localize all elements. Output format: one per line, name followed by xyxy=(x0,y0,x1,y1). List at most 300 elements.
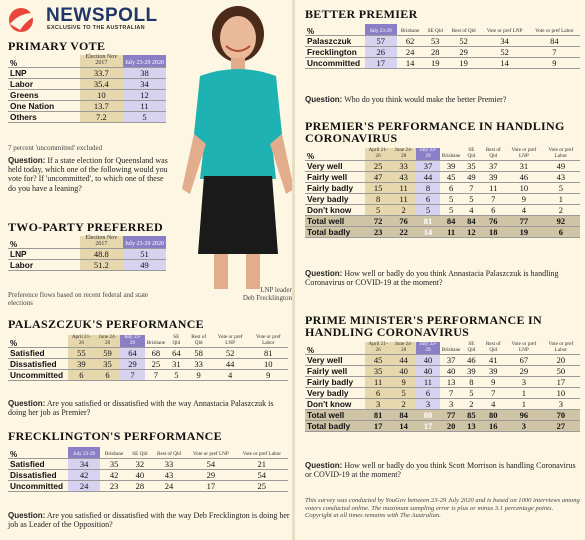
table-row xyxy=(305,376,580,387)
logo-brand: NEWSPOLL xyxy=(46,5,158,26)
table-cell: 10 xyxy=(506,182,542,193)
table-cell: 5 xyxy=(440,204,462,215)
table-cell: 25 xyxy=(145,358,167,369)
table-cell: 39 xyxy=(480,365,506,376)
col-header: Vote or pref LNP xyxy=(481,24,529,35)
table-row xyxy=(8,480,288,491)
table-cell: 34 xyxy=(481,35,529,46)
table-cell: 11 xyxy=(416,376,440,387)
table-cell: 70 xyxy=(542,409,580,420)
pct-header: % xyxy=(8,55,80,67)
table-cell: 7 xyxy=(440,387,462,398)
col-header: SE Qld xyxy=(167,335,185,347)
column-divider xyxy=(292,0,295,540)
premier-corona-title: PREMIER'S PERFORMANCE IN HANDLING CORONAVIRUS xyxy=(305,119,565,145)
row-label: Satisfied xyxy=(8,347,68,358)
table-cell: 1 xyxy=(542,193,580,204)
row-label: Fairly badly xyxy=(305,182,365,193)
table-cell: 19 xyxy=(424,57,447,68)
table-cell: 28 xyxy=(424,46,447,57)
table-cell: 32 xyxy=(128,458,152,469)
table-cell: 52 xyxy=(212,347,249,358)
table-row xyxy=(8,458,288,469)
table-cell: 47 xyxy=(365,171,391,182)
table-cell: 7 xyxy=(462,182,480,193)
table-cell: 40 xyxy=(416,365,440,376)
table-cell: 6 xyxy=(480,204,506,215)
table-cell: 9 xyxy=(529,57,580,68)
table-cell: 6 xyxy=(416,387,440,398)
table-cell: 24 xyxy=(68,480,100,491)
table-row: Greens 10 12 xyxy=(8,89,166,100)
table-cell: 45 xyxy=(440,171,462,182)
pm-corona-table xyxy=(305,342,580,432)
table-cell: 10 xyxy=(249,358,288,369)
row-label: Very well xyxy=(305,354,365,365)
table-row xyxy=(305,57,580,68)
pm-corona-title: PRIME MINISTER'S PERFORMANCE IN HANDLING CORONAVIRUS xyxy=(305,313,542,339)
pm-corona-question: Question: How well or badly do you think Scott Morrison is handling Coronavirus or COVID-19 at the moment? xyxy=(305,461,576,480)
table-cell: 50 xyxy=(542,365,580,376)
table-cell: 15 xyxy=(365,182,391,193)
table-cell: 3 xyxy=(506,376,542,387)
table-cell: 43 xyxy=(152,469,187,480)
logo-tagline: EXCLUSIVE TO THE AUSTRALIAN xyxy=(47,25,145,31)
table-cell: 8 xyxy=(416,182,440,193)
table-cell: 96 xyxy=(506,409,542,420)
table-cell: 58 xyxy=(186,347,212,358)
table-cell: 29 xyxy=(186,469,235,480)
table-cell: 39 xyxy=(480,171,506,182)
table-row xyxy=(8,347,288,358)
row-label: Total badly xyxy=(305,226,365,237)
table-cell: 46 xyxy=(506,171,542,182)
primary-vote-title: PRIMARY VOTE xyxy=(8,39,106,53)
table-cell: 81 xyxy=(249,347,288,358)
table-cell: 26 xyxy=(365,46,397,57)
row-label: Dissatisfied xyxy=(8,358,68,369)
table-cell: 9 xyxy=(506,193,542,204)
table-cell: 14 xyxy=(391,420,416,431)
table-cell: 5 xyxy=(440,193,462,204)
col-header: Vote or pref LNP xyxy=(212,335,249,347)
table-cell: 64 xyxy=(120,347,145,358)
table-cell: 39 xyxy=(68,358,95,369)
table-cell: 4 xyxy=(506,204,542,215)
table-row xyxy=(305,204,580,215)
table-cell: 35 xyxy=(95,358,120,369)
row-label: Satisfied xyxy=(8,458,68,469)
table-row xyxy=(305,171,580,182)
table-cell: 29 xyxy=(447,46,481,57)
table-cell: 6 xyxy=(95,369,120,380)
table-cell: 1 xyxy=(506,398,542,409)
table-cell: 84 xyxy=(391,409,416,420)
frecklington-perf-table xyxy=(8,447,288,492)
table-cell: 40 xyxy=(391,365,416,376)
table-cell: 14 xyxy=(481,57,529,68)
table-cell: 13 xyxy=(462,420,480,431)
col-header: Brisbane xyxy=(440,342,462,354)
table-cell: 19 xyxy=(506,226,542,237)
pct-header: % xyxy=(8,335,68,347)
table-row: Others 7.2 5 xyxy=(8,111,166,122)
table-cell: 84 xyxy=(440,215,462,226)
table-cell: 3 xyxy=(542,398,580,409)
row-label: Fairly well xyxy=(305,171,365,182)
col-header: Vote or pref Labor xyxy=(236,447,289,458)
table-row xyxy=(8,469,288,480)
table-cell: 77 xyxy=(440,409,462,420)
table-cell: 2 xyxy=(391,204,416,215)
table-row: LNP 33.7 38 xyxy=(8,67,166,78)
table-cell: 23 xyxy=(100,480,128,491)
two-party-title: TWO-PARTY PREFERRED xyxy=(8,220,163,234)
palaszczuk-perf-title: PALASZCZUK'S PERFORMANCE xyxy=(8,317,204,331)
newspoll-logo-icon xyxy=(8,6,42,34)
table-cell: 11 xyxy=(391,182,416,193)
table-cell: 2 xyxy=(391,398,416,409)
table-cell: 35 xyxy=(462,160,480,171)
table-row xyxy=(305,354,580,365)
col-header: Rest of Qld xyxy=(186,335,212,347)
col-header: Vote or pref Labor xyxy=(542,342,580,354)
table-cell: 92 xyxy=(542,215,580,226)
col-header: June 24-28 xyxy=(391,342,416,354)
row-label: Fairly well xyxy=(305,365,365,376)
row-label: Total badly xyxy=(305,420,365,431)
col-header: July 23-29 xyxy=(68,447,100,458)
row-label: Dissatisfied xyxy=(8,469,68,480)
col-header: April 21-26 xyxy=(365,342,391,354)
col-header: Brisbane xyxy=(100,447,128,458)
col-header: Vote or pref LNP xyxy=(506,148,542,160)
table-cell: 5 xyxy=(391,387,416,398)
table-cell: 23 xyxy=(365,226,391,237)
row-label: Uncommitted xyxy=(8,369,68,380)
col-header: SE Qld xyxy=(462,148,480,160)
table-cell: 39 xyxy=(462,365,480,376)
pct-header: % xyxy=(8,447,68,458)
table-row xyxy=(305,365,580,376)
table-cell: 44 xyxy=(212,358,249,369)
table-cell: 85 xyxy=(462,409,480,420)
table-cell: 5 xyxy=(462,193,480,204)
table-row xyxy=(305,46,580,57)
row-label: Total well xyxy=(305,215,365,226)
table-cell: 33 xyxy=(186,358,212,369)
table-cell: 40 xyxy=(440,365,462,376)
table-cell: 76 xyxy=(391,215,416,226)
col-recent: July 23-29 2020 xyxy=(123,236,166,248)
col-header: Rest of Qld xyxy=(447,24,481,35)
table-cell: 5 xyxy=(365,204,391,215)
col-header: Rest of Qld xyxy=(152,447,187,458)
pct-header: % xyxy=(305,342,365,354)
table-cell: 25 xyxy=(236,480,289,491)
table-cell: 11 xyxy=(365,376,391,387)
table-cell: 17 xyxy=(186,480,235,491)
table-cell: 2 xyxy=(462,398,480,409)
row-label: Frecklington xyxy=(305,46,365,57)
col-header: SE Qld xyxy=(128,447,152,458)
table-cell: 3 xyxy=(365,398,391,409)
col-header: June 24-28 xyxy=(391,148,416,160)
table-cell: 5 xyxy=(416,204,440,215)
table-cell: 44 xyxy=(391,354,416,365)
table-row xyxy=(305,409,580,420)
table-cell: 4 xyxy=(462,204,480,215)
col-header: April 21-26 xyxy=(365,148,391,160)
table-row xyxy=(305,420,580,431)
table-cell: 29 xyxy=(506,365,542,376)
table-row: One Nation 13.7 11 xyxy=(8,100,166,111)
table-cell: 3 xyxy=(506,420,542,431)
table-cell: 39 xyxy=(440,160,462,171)
table-cell: 17 xyxy=(365,57,397,68)
table-cell: 67 xyxy=(506,354,542,365)
table-row: Labor 51.2 49 xyxy=(8,259,166,270)
table-cell: 41 xyxy=(480,354,506,365)
better-premier-table xyxy=(305,24,580,69)
table-cell: 68 xyxy=(145,347,167,358)
table-cell: 29 xyxy=(120,358,145,369)
table-cell: 9 xyxy=(249,369,288,380)
table-cell: 84 xyxy=(462,215,480,226)
table-cell: 81 xyxy=(416,215,440,226)
table-cell: 45 xyxy=(365,354,391,365)
table-cell: 3 xyxy=(440,398,462,409)
col-header: June 24-28 xyxy=(95,335,120,347)
table-cell: 62 xyxy=(397,35,424,46)
table-cell: 49 xyxy=(542,160,580,171)
table-cell: 35 xyxy=(100,458,128,469)
newspoll-logo xyxy=(8,4,168,36)
table-cell: 22 xyxy=(391,226,416,237)
col-header: Vote or pref Labor xyxy=(542,148,580,160)
table-cell: 35 xyxy=(365,365,391,376)
col-election: Election Nov 2017 xyxy=(80,55,123,67)
col-header: Brisbane xyxy=(397,24,424,35)
table-cell: 52 xyxy=(481,46,529,57)
table-cell: 1 xyxy=(506,387,542,398)
table-cell: 54 xyxy=(186,458,235,469)
table-cell: 37 xyxy=(480,160,506,171)
pct-header: % xyxy=(305,148,365,160)
table-cell: 54 xyxy=(236,469,289,480)
table-cell: 44 xyxy=(416,171,440,182)
table-cell: 28 xyxy=(128,480,152,491)
table-cell: 17 xyxy=(542,376,580,387)
table-cell: 64 xyxy=(167,347,185,358)
table-cell: 43 xyxy=(542,171,580,182)
col-header: Vote or pref Labor xyxy=(249,335,288,347)
table-row xyxy=(305,182,580,193)
col-header: Vote or pref Labor xyxy=(529,24,580,35)
table-row: LNP 48.8 51 xyxy=(8,248,166,259)
table-cell: 6 xyxy=(416,193,440,204)
table-cell: 5 xyxy=(167,369,185,380)
table-cell: 80 xyxy=(416,409,440,420)
table-cell: 37 xyxy=(416,160,440,171)
table-cell: 72 xyxy=(365,215,391,226)
col-recent: July 23-29 2020 xyxy=(123,55,166,67)
table-cell: 33 xyxy=(152,458,187,469)
table-cell: 10 xyxy=(542,387,580,398)
table-cell: 81 xyxy=(365,409,391,420)
row-label: Uncommitted xyxy=(305,57,365,68)
table-cell: 12 xyxy=(462,226,480,237)
table-cell: 34 xyxy=(68,458,100,469)
table-cell: 7 xyxy=(145,369,167,380)
primary-vote-question: Question: If a state election for Queensland was held today, which one of the following would you vote for? If 'uncommitted', to which one of these do you have a leaning? xyxy=(8,156,168,193)
table-cell: 84 xyxy=(529,35,580,46)
table-cell: 17 xyxy=(416,420,440,431)
table-cell: 5 xyxy=(542,182,580,193)
col-header: Vote or pref LNP xyxy=(506,342,542,354)
table-cell: 40 xyxy=(128,469,152,480)
row-label: Fairly badly xyxy=(305,376,365,387)
col-header: July 23-29 xyxy=(416,148,440,160)
pct-header: % xyxy=(305,24,365,35)
table-cell: 52 xyxy=(447,35,481,46)
palaszczuk-perf-question: Question: Are you satisfied or dissatisfied with the way Annastacia Palaszczuk is doing her job as Premier? xyxy=(8,399,274,418)
two-party-note: Preference flows based on recent federal and state elections xyxy=(8,291,149,307)
row-label: Don't know xyxy=(305,398,365,409)
table-cell: 7 xyxy=(480,193,506,204)
row-label: Very badly xyxy=(305,387,365,398)
table-cell: 27 xyxy=(542,420,580,431)
table-row: Labor 35.4 34 xyxy=(8,78,166,89)
row-label: Uncommitted xyxy=(8,480,68,491)
table-cell: 76 xyxy=(480,215,506,226)
table-cell: 2 xyxy=(542,204,580,215)
table-cell: 6 xyxy=(365,387,391,398)
table-cell: 31 xyxy=(167,358,185,369)
table-cell: 6 xyxy=(542,226,580,237)
table-cell: 31 xyxy=(506,160,542,171)
col-header: SE Qld xyxy=(462,342,480,354)
table-row xyxy=(305,215,580,226)
table-row xyxy=(305,398,580,409)
table-row xyxy=(305,35,580,46)
table-cell: 37 xyxy=(440,354,462,365)
col-header: Vote or pref LNP xyxy=(186,447,235,458)
col-header: Rest of Qld xyxy=(480,148,506,160)
frecklington-perf-title: FRECKLINGTON'S PERFORMANCE xyxy=(8,429,222,443)
table-cell: 43 xyxy=(391,171,416,182)
frecklington-perf-question: Question: Are you satisfied or dissatisfied with the way Deb Frecklington is doing her job as Leader of the Opposition? xyxy=(8,511,290,530)
row-label: Palaszczuk xyxy=(305,35,365,46)
table-cell: 20 xyxy=(542,354,580,365)
primary-vote-table xyxy=(8,55,166,123)
row-label: Don't know xyxy=(305,204,365,215)
table-cell: 49 xyxy=(462,171,480,182)
table-cell: 7 xyxy=(120,369,145,380)
table-row xyxy=(305,387,580,398)
frecklington-photo xyxy=(170,4,300,289)
table-cell: 8 xyxy=(462,376,480,387)
table-cell: 16 xyxy=(480,420,506,431)
table-cell: 42 xyxy=(68,469,100,480)
table-cell: 33 xyxy=(391,160,416,171)
table-cell: 9 xyxy=(186,369,212,380)
table-row xyxy=(305,193,580,204)
col-election: Election Nov 2017 xyxy=(80,236,123,248)
col-header: July 23-29 xyxy=(416,342,440,354)
table-cell: 80 xyxy=(480,409,506,420)
table-cell: 13 xyxy=(440,376,462,387)
table-cell: 4 xyxy=(212,369,249,380)
col-header: April 21-26 xyxy=(68,335,95,347)
table-cell: 5 xyxy=(462,387,480,398)
table-row xyxy=(8,369,288,380)
table-row xyxy=(8,358,288,369)
primary-vote-note: 7 percent 'uncommitted' excluded xyxy=(8,144,103,152)
row-label: Very badly xyxy=(305,193,365,204)
better-premier-question: Question: Who do you think would make the better Premier? xyxy=(305,95,507,104)
table-cell: 21 xyxy=(236,458,289,469)
table-cell: 17 xyxy=(365,420,391,431)
col-header: SE Qld xyxy=(424,24,447,35)
better-premier-title: BETTER PREMIER xyxy=(305,7,418,21)
table-cell: 8 xyxy=(365,193,391,204)
table-cell: 77 xyxy=(506,215,542,226)
table-cell: 14 xyxy=(416,226,440,237)
table-cell: 24 xyxy=(397,46,424,57)
table-cell: 57 xyxy=(365,35,397,46)
row-label: Total well xyxy=(305,409,365,420)
row-label: Very well xyxy=(305,160,365,171)
col-header: July 23-29 xyxy=(365,24,397,35)
photo-caption: LNP leader Deb Frecklington xyxy=(242,286,292,302)
table-cell: 3 xyxy=(416,398,440,409)
table-cell: 11 xyxy=(391,193,416,204)
table-cell: 20 xyxy=(440,420,462,431)
table-cell: 7 xyxy=(529,46,580,57)
table-cell: 11 xyxy=(480,182,506,193)
table-cell: 11 xyxy=(440,226,462,237)
premier-corona-table xyxy=(305,148,580,238)
col-header: Brisbane xyxy=(440,148,462,160)
table-cell: 55 xyxy=(68,347,95,358)
table-cell: 19 xyxy=(447,57,481,68)
table-cell: 14 xyxy=(397,57,424,68)
survey-footnote: This survey was conducted by YouGov between 23-29 July 2020 and is based on 1000 interviews among voters conducted online. The maximum sampling error is plus or minus 3.1 percentage points. Copyright at all times remains with The Australian. xyxy=(305,497,580,520)
table-cell: 6 xyxy=(68,369,95,380)
table-cell: 18 xyxy=(480,226,506,237)
table-cell: 6 xyxy=(440,182,462,193)
table-cell: 42 xyxy=(100,469,128,480)
premier-corona-question: Question: How well or badly do you think Annastacia Palaszczuk is handling Coronavirus or COVID-19 at the moment? xyxy=(305,269,559,288)
table-cell: 24 xyxy=(152,480,187,491)
palaszczuk-perf-table xyxy=(8,335,288,381)
table-cell: 59 xyxy=(95,347,120,358)
table-cell: 53 xyxy=(424,35,447,46)
col-header: Rest of Qld xyxy=(480,342,506,354)
table-cell: 46 xyxy=(462,354,480,365)
table-cell: 40 xyxy=(416,354,440,365)
table-cell: 4 xyxy=(480,398,506,409)
pct-header: % xyxy=(8,236,80,248)
col-header: Brisbane xyxy=(145,335,167,347)
table-cell: 9 xyxy=(391,376,416,387)
two-party-table xyxy=(8,236,166,271)
table-cell: 25 xyxy=(365,160,391,171)
table-cell: 9 xyxy=(480,376,506,387)
col-header: July 23-29 xyxy=(120,335,145,347)
table-row xyxy=(305,160,580,171)
